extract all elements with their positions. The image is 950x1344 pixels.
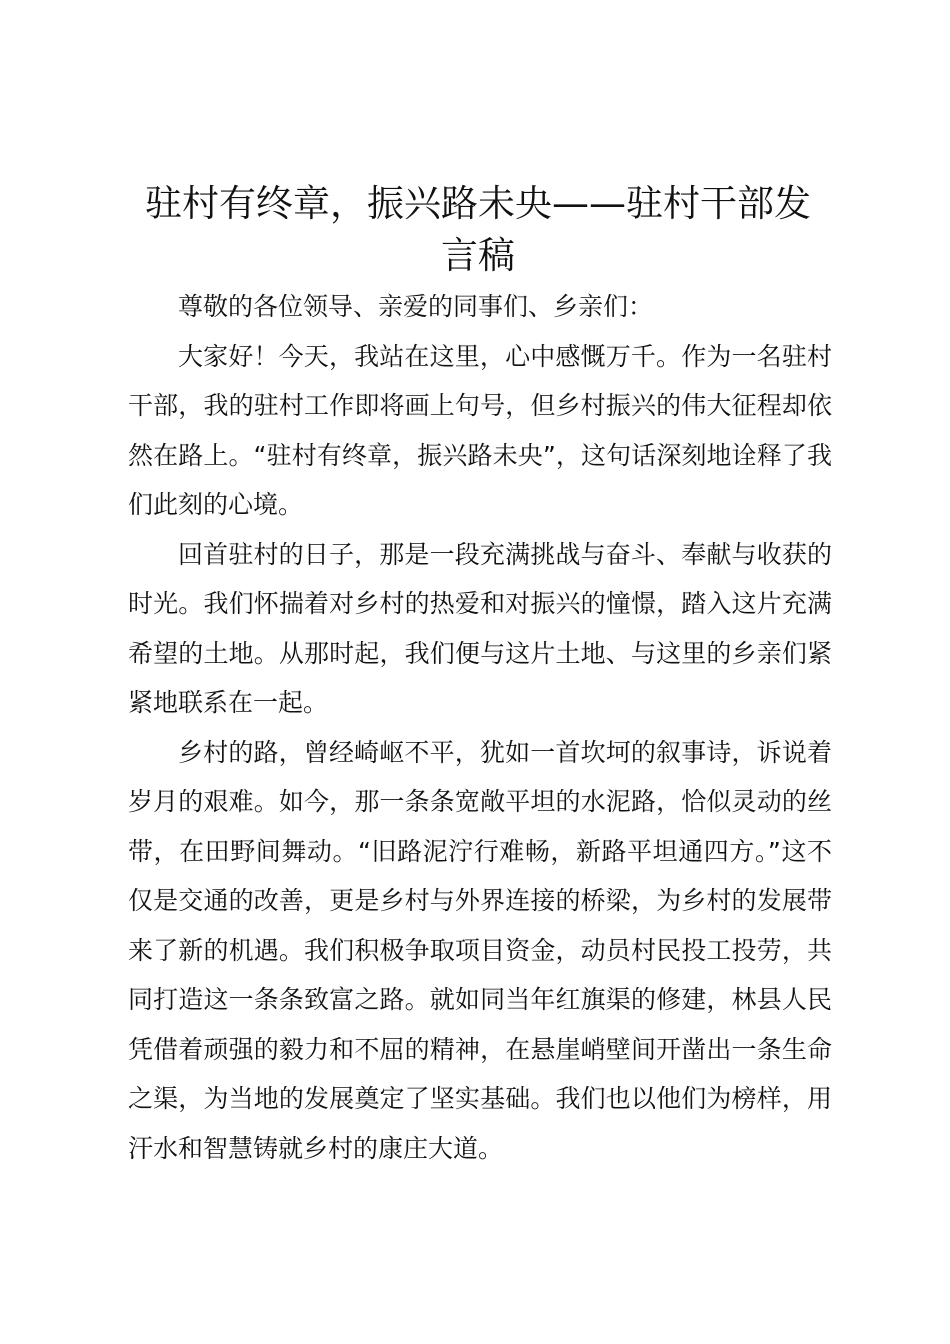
paragraph: 回首驻村的日子，那是一段充满挑战与奋斗、奉献与收获的时光。我们怀揣着对乡村的热爱和对振兴的憧憬，踏入这片充满希望的土地。从那时起，我们便与这片土地、与这里的乡亲们紧紧地联系在一起。 (128, 539, 832, 717)
paragraph: 大家好！今天，我站在这里，心中感慨万千。作为一名驻村干部，我的驻村工作即将画上句号，但乡村振兴的伟大征程却依然在路上。“驻村有终章，振兴路未央”，这句话深刻地诠释了我们此刻的心境。 (128, 341, 832, 519)
salutation: 尊敬的各位领导、亲爱的同事们、乡亲们： (178, 292, 654, 321)
document-body (128, 282, 832, 1173)
paragraph: 乡村的路，曾经崎岖不平，犹如一首坎坷的叙事诗，诉说着岁月的艰难。如今，那一条条宽敞平坦的水泥路，恰似灵动的丝带，在田野间舞动。“旧路泥泞行难畅，新路平坦通四方。”这不仅是交通的改善，更是乡村与外界连接的桥梁，为乡村的发展带来了新的机遇。我们积极争取项目资金，动员村民投工投劳，共同打造这一条条致富之路。就如同当年红旗渠的修建，林县人民凭借着顽强的毅力和不屈的精神，在悬崖峭壁间开凿出一条生命之渠，为当地的发展奠定了坚实基础。我们也以他们为榜样，用汗水和智慧铸就乡村的康庄大道。 (128, 737, 832, 1163)
document-title: 驻村有终章，振兴路未央——驻村干部发言稿 (145, 182, 811, 277)
